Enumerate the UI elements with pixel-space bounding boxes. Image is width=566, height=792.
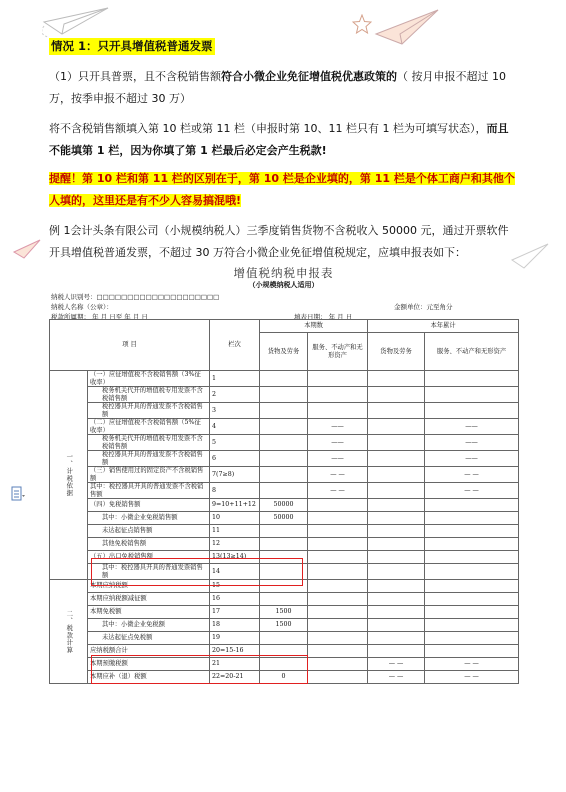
row-item: （五）出口免税销售额 <box>88 551 210 564</box>
section-label-basis: 一、计税依据 <box>50 371 88 580</box>
service-current-cell[interactable] <box>308 632 368 645</box>
goods-ytd-cell[interactable] <box>368 435 425 451</box>
row-number: 16 <box>210 593 260 606</box>
row-item: 本期应纳税额 <box>88 580 210 593</box>
goods-current-cell[interactable]: 0 <box>260 671 308 684</box>
service-current-cell[interactable] <box>308 580 368 593</box>
paragraph-2 <box>49 118 519 162</box>
header-goods-ytd: 货物及劳务 <box>368 333 425 371</box>
service-current-cell[interactable]: —— <box>308 419 368 435</box>
service-ytd-cell[interactable] <box>425 525 519 538</box>
row-item: 本期预缴税额 <box>88 658 210 671</box>
table-row <box>50 632 519 645</box>
service-ytd-cell[interactable] <box>425 580 519 593</box>
goods-ytd-cell[interactable] <box>368 580 425 593</box>
goods-ytd-cell[interactable] <box>368 593 425 606</box>
service-current-cell[interactable] <box>308 658 368 671</box>
goods-ytd-cell[interactable] <box>368 403 425 419</box>
service-current-cell[interactable] <box>308 606 368 619</box>
row-item: 本期免税额 <box>88 606 210 619</box>
table-row <box>50 499 519 512</box>
goods-ytd-cell[interactable] <box>368 538 425 551</box>
service-current-cell[interactable] <box>308 371 368 387</box>
table-row <box>50 593 519 606</box>
taxpayer-id-boxes: □□□□□□□□□□□□□□□□□□□□ <box>96 293 220 301</box>
service-ytd-cell[interactable]: — — <box>425 671 519 684</box>
service-current-cell[interactable]: — — <box>308 483 368 499</box>
table-header-row-1 <box>50 320 519 333</box>
goods-current-cell[interactable] <box>260 538 308 551</box>
tax-period: 税款所属期： 年 月 日至 年 月 日 <box>51 313 148 321</box>
service-ytd-cell[interactable] <box>425 619 519 632</box>
table-row <box>50 435 519 451</box>
table-row <box>50 525 519 538</box>
table-row <box>50 467 519 483</box>
row-number: 7(7≥8) <box>210 467 260 483</box>
table-row <box>50 451 519 467</box>
header-current: 本期数 <box>260 320 368 333</box>
paragraph-1-text: （1）只开具普票，且不含税销售额 <box>49 70 221 83</box>
row-item: 其中：税控器具开具的普通发票销售额 <box>88 564 210 580</box>
goods-current-cell[interactable] <box>260 467 308 483</box>
table-row <box>50 483 519 499</box>
row-item: 其中：税控器具开具的普通发票不含税销售额 <box>88 483 210 499</box>
paragraph-1-note: （ 按月申报不超过 10 万，按季申报不超过 30 万） <box>49 70 506 105</box>
service-ytd-cell[interactable] <box>425 538 519 551</box>
paper-plane-decoration-right <box>372 4 442 48</box>
row-item: 未达起征点销售额 <box>88 525 210 538</box>
section-label-calc: 二、税款计算 <box>50 580 88 684</box>
taxpayer-id-label <box>51 292 219 301</box>
goods-ytd-cell[interactable] <box>368 632 425 645</box>
row-number: 18 <box>210 619 260 632</box>
row-item: 其他免税销售额 <box>88 538 210 551</box>
service-ytd-cell[interactable] <box>425 593 519 606</box>
paragraph-4 <box>49 220 519 264</box>
row-number: 14 <box>210 564 260 580</box>
header-item: 项 目 <box>50 320 210 371</box>
service-ytd-cell[interactable]: — — <box>425 467 519 483</box>
row-number: 17 <box>210 606 260 619</box>
table-row <box>50 619 519 632</box>
goods-current-cell[interactable] <box>260 371 308 387</box>
reminder-text: 提醒！第 10 栏和第 11 栏的区别在于，第 10 栏是企业填的，第 11 栏是个体工商户和其他个人填的，这里还是有不少人容易搞混哦! <box>49 172 515 207</box>
row-item: 其中：小微企业免税销售额 <box>88 512 210 525</box>
table-row <box>50 371 519 387</box>
table-row <box>50 606 519 619</box>
header-goods-current: 货物及劳务 <box>260 333 308 371</box>
header-lanci: 栏次 <box>210 320 260 371</box>
form-title: 增值税纳税申报表 <box>233 266 334 280</box>
service-current-cell[interactable] <box>308 499 368 512</box>
goods-current-cell[interactable]: 1500 <box>260 606 308 619</box>
form-table <box>49 319 519 684</box>
row-item: 税控器具开具的普通发票不含税销售额 <box>88 403 210 419</box>
row-number: 13(13≥14) <box>210 551 260 564</box>
goods-current-cell[interactable] <box>260 451 308 467</box>
table-row <box>50 512 519 525</box>
row-item: （一）应征增值税不含税销售额（3%征收率） <box>88 371 210 387</box>
service-ytd-cell[interactable] <box>425 387 519 403</box>
service-current-cell[interactable] <box>308 645 368 658</box>
document-icon[interactable] <box>10 486 26 502</box>
goods-ytd-cell[interactable] <box>368 564 425 580</box>
table-row <box>50 538 519 551</box>
goods-ytd-cell[interactable] <box>368 645 425 658</box>
goods-ytd-cell[interactable]: — — <box>368 658 425 671</box>
goods-ytd-cell[interactable] <box>368 551 425 564</box>
row-item: 未达起征点免税额 <box>88 632 210 645</box>
service-ytd-cell[interactable] <box>425 499 519 512</box>
star-decoration <box>352 14 372 34</box>
row-number: 11 <box>210 525 260 538</box>
row-item: 税控器具开具的普通发票不含税销售额 <box>88 451 210 467</box>
service-current-cell[interactable]: —— <box>308 451 368 467</box>
taxpayer-id-text: 纳税人识别号： <box>51 293 97 301</box>
service-ytd-cell[interactable]: —— <box>425 419 519 435</box>
table-row <box>50 419 519 435</box>
goods-ytd-cell[interactable] <box>368 451 425 467</box>
row-number: 8 <box>210 483 260 499</box>
paragraph-2-text: 将不含税销售额填入第 10 栏或第 11 栏（申报时第 10、11 栏只有 1 栏为可填写状态）， <box>49 122 487 135</box>
row-number: 1 <box>210 371 260 387</box>
paragraph-3 <box>49 168 519 212</box>
goods-ytd-cell[interactable] <box>368 483 425 499</box>
row-number: 15 <box>210 580 260 593</box>
paper-plane-decoration-left <box>42 4 112 38</box>
goods-current-cell[interactable] <box>260 525 308 538</box>
service-current-cell[interactable] <box>308 538 368 551</box>
row-number: 3 <box>210 403 260 419</box>
row-number: 6 <box>210 451 260 467</box>
header-service-ytd: 服务、不动产和无形资产 <box>425 333 519 371</box>
row-item: （二）应征增值税不含税销售额（5%征收率） <box>88 419 210 435</box>
row-number: 4 <box>210 419 260 435</box>
table-row <box>50 403 519 419</box>
paragraph-1 <box>49 66 519 110</box>
goods-current-cell[interactable]: 50000 <box>260 499 308 512</box>
goods-current-cell[interactable] <box>260 419 308 435</box>
goods-ytd-cell[interactable]: — — <box>368 671 425 684</box>
highlight-box-tax <box>91 655 308 684</box>
service-current-cell[interactable]: —— <box>308 435 368 451</box>
service-current-cell[interactable] <box>308 551 368 564</box>
service-ytd-cell[interactable] <box>425 606 519 619</box>
goods-ytd-cell[interactable] <box>368 512 425 525</box>
header-ytd: 本年累计 <box>368 320 519 333</box>
goods-current-cell[interactable] <box>260 435 308 451</box>
service-current-cell[interactable]: — — <box>308 467 368 483</box>
header-service-current: 服务、不动产和无形资产 <box>308 333 368 371</box>
taxpayer-name-label: 纳税人名称（公章）： <box>51 303 113 311</box>
service-ytd-cell[interactable] <box>425 645 519 658</box>
service-ytd-cell[interactable] <box>425 371 519 387</box>
row-number: 19 <box>210 632 260 645</box>
row-number: 9=10+11+12 <box>210 499 260 512</box>
service-ytd-cell[interactable] <box>425 632 519 645</box>
paper-plane-decoration-small <box>12 238 42 260</box>
goods-ytd-cell[interactable] <box>368 619 425 632</box>
highlight-box-sales <box>91 558 303 586</box>
row-number: 22=20-21 <box>210 671 260 684</box>
service-ytd-cell[interactable]: —— <box>425 451 519 467</box>
goods-current-cell[interactable] <box>260 632 308 645</box>
goods-ytd-cell[interactable] <box>368 467 425 483</box>
row-number: 10 <box>210 512 260 525</box>
service-current-cell[interactable] <box>308 564 368 580</box>
paragraph-2-bold: 而且不能填第 1 栏，因为你填了第 1 栏最后必定会产生税款! <box>49 122 509 157</box>
row-item: 其中：小微企业免税额 <box>88 619 210 632</box>
row-number: 20=15-16 <box>210 645 260 658</box>
row-item: 本期应补（退）税额 <box>88 671 210 684</box>
service-current-cell[interactable] <box>308 671 368 684</box>
service-ytd-cell[interactable] <box>425 512 519 525</box>
goods-ytd-cell[interactable] <box>368 419 425 435</box>
goods-ytd-cell[interactable] <box>368 499 425 512</box>
service-ytd-cell[interactable] <box>425 403 519 419</box>
row-item: 税务机关代开的增值税专用发票不含税销售额 <box>88 435 210 451</box>
case-heading: 情况 1：只开具增值税普通发票 <box>51 39 213 53</box>
row-number: 2 <box>210 387 260 403</box>
service-current-cell[interactable] <box>308 403 368 419</box>
row-item: （三）销售使用过的固定资产不含税销售额 <box>88 467 210 483</box>
service-current-cell[interactable] <box>308 512 368 525</box>
service-ytd-cell[interactable]: — — <box>425 658 519 671</box>
goods-current-cell[interactable] <box>260 387 308 403</box>
form-subtitle: （小规模纳税人适用） <box>248 280 319 289</box>
service-current-cell[interactable] <box>308 387 368 403</box>
service-current-cell[interactable] <box>308 619 368 632</box>
service-ytd-cell[interactable]: — — <box>425 483 519 499</box>
goods-ytd-cell[interactable] <box>368 387 425 403</box>
goods-current-cell[interactable]: 50000 <box>260 512 308 525</box>
amount-unit: 金额单位：元至角分 <box>394 303 453 311</box>
service-ytd-cell[interactable] <box>425 551 519 564</box>
example-text: 例 1会计头条有限公司（小规模纳税人）三季度销售货物不含税收入 50000 元，通过开票软件开具增值税普通发票，不超过 30 万符合小微企业免征增值税规定，应填申报表如下： <box>49 224 509 259</box>
goods-ytd-cell[interactable] <box>368 606 425 619</box>
goods-current-cell[interactable] <box>260 403 308 419</box>
row-number: 5 <box>210 435 260 451</box>
table-row <box>50 387 519 403</box>
goods-ytd-cell[interactable] <box>368 525 425 538</box>
row-number: 12 <box>210 538 260 551</box>
goods-ytd-cell[interactable] <box>368 371 425 387</box>
goods-current-cell[interactable] <box>260 483 308 499</box>
goods-current-cell[interactable] <box>260 593 308 606</box>
goods-current-cell[interactable]: 1500 <box>260 619 308 632</box>
fill-date: 填表日期： 年 月 日 <box>294 313 353 321</box>
service-ytd-cell[interactable]: —— <box>425 435 519 451</box>
service-current-cell[interactable] <box>308 525 368 538</box>
paragraph-1-bold: 符合小微企业免征增值税优惠政策的 <box>221 70 397 83</box>
row-item: （四）免税销售额 <box>88 499 210 512</box>
row-item: 税务机关代开的增值税专用发票不含税销售额 <box>88 387 210 403</box>
row-item: 本期应纳税额减征额 <box>88 593 210 606</box>
row-number: 21 <box>210 658 260 671</box>
row-item: 应纳税额合计 <box>88 645 210 658</box>
service-ytd-cell[interactable] <box>425 564 519 580</box>
service-current-cell[interactable] <box>308 593 368 606</box>
